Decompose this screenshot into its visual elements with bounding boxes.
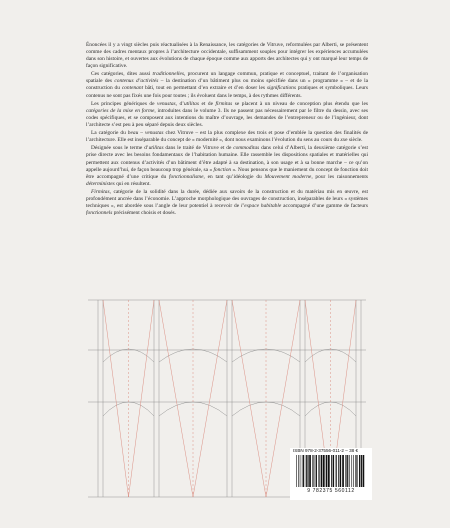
- paragraph-traditional-categories: Ces catégories, dites aussi traditionnelles, procurent un langage commun, pratique et conceptuel, traitant de l’organisation spatiale des contenus d’activités – la destination d’un bâtiment plus ou moins spécifiée dans un « programme » – et de la construction du contenant bâti, tout en permettant d’en extraire et d’en doser les significations pratiques et symboliques. Leurs contenus ne sont pas fixés une fois pour toutes ; ils évoluent dans le temps, à des rythmes différents.: [86, 71, 369, 99]
- italic-term: contenant: [121, 85, 144, 92]
- italic-term: fonction: [213, 166, 232, 173]
- italic-term: utilitas: [183, 100, 199, 107]
- italic-term: commoditas: [233, 145, 260, 152]
- italic-term: traditionnelles: [152, 71, 184, 78]
- italic-term: xx: [340, 137, 346, 144]
- italic-term: utilitas: [148, 145, 164, 152]
- barcode-number: 9 782375 560112: [307, 488, 355, 494]
- isbn-price: ISBN 978-2-37556-011-2 – 38 €: [293, 448, 359, 453]
- italic-term: venustas: [144, 130, 164, 137]
- italic-term: catégories de la mise en forme: [86, 107, 155, 114]
- paragraph-intro: Énoncées il y a vingt siècles puis réactualisées à la Renaissance, les catégories de Vitruve, reformulées par Alberti, se présentent comme des cadres mentaux propres à l’architecture occidentale, suffisamment souples pour intégrer les expériences accumulées dans son histoire, et ouvertes aux évolutions de chaque époque comme aux apports des architectes qui y ont marqué leur temps de façon significative.: [86, 42, 368, 70]
- paragraph-venustas: La catégorie du beau – venustas chez Vitruve – est la plus complexe des trois et pose d’emblée la question des finalités de l’architecture. Elle est inséparable du concept de « modernité », dont nous examinons l’évolution du sens au cours du xxe siècle.: [86, 130, 369, 144]
- paragraph-utilitas: Désignée sous le terme d’utilitas dans le traité de Vitruve et de commoditas dans celui d’Alberti, la deuxième catégorie s’est prise directe avec les besoins fondamentaux de l’habitation humaine. Elle rassemble les dispositions spatiales et matérielles qui permettent aux contenus d’activités d’un bâtiment d’être adapté à sa destination, à son usage et à sa bonne marche – ce qu’on appelle aujourd’hui, de façon beaucoup trop générale, sa « fonction ». Nous pensons que le maniement du concept de fonction doit être accompagné d’une critique du fonctionnalisme, en tant qu’idéologie du Mouvement moderne, pour les raisonnements déterministes qui en résultent.: [86, 145, 369, 187]
- italic-term: fonctionnalisme: [169, 173, 204, 180]
- barcode-panel: [290, 448, 372, 500]
- italic-term: l’espace habitable: [241, 202, 282, 209]
- italic-term: Mouvement moderne: [264, 173, 312, 180]
- italic-term: fonctionnels: [86, 210, 113, 217]
- italic-term: beau: [127, 130, 139, 137]
- italic-term: Firmitas: [91, 188, 110, 195]
- paragraph-firmitas: Firmitas, catégorie de la solidité dans la durée, dédiée aux savoirs de la construction et du matériau mis en œuvre, est profondément ancrée dans l’économie. L’approche morphologique des ouvrages de construction, inséparables de leurs « systèmes techniques », est abordée sous l’angle de leur potentiel à recevoir de l’espace habitable accompagné d’une gamme de facteurs fonctionnels précisément choisis et dosés.: [86, 188, 368, 217]
- italic-term: déterministes: [86, 180, 115, 187]
- italic-term: venustas: [157, 100, 176, 107]
- italic-term: firmitas: [215, 100, 233, 107]
- italic-term: significations: [266, 85, 296, 92]
- back-cover-text: [86, 42, 368, 218]
- paragraph-generic-principles: Les principes génériques de venustas, d’utilitas et de firmitas se placent à un niveau de conception plus étendu que les catégories de la mise en forme, introduites dans le volume 3. Ils ne passent pas nécessairement par le filtre du dessin, avec ses codes spécifiques, et se composent aux intentions du maître d’ouvrage, les demandes de l’entrepreneur ou de l’ingénieur, dont l’architecte s’est peu à peu séparé depuis deux siècles.: [86, 100, 369, 128]
- italic-term: contenus d’activités: [114, 78, 159, 85]
- barcode-bars: [296, 455, 366, 487]
